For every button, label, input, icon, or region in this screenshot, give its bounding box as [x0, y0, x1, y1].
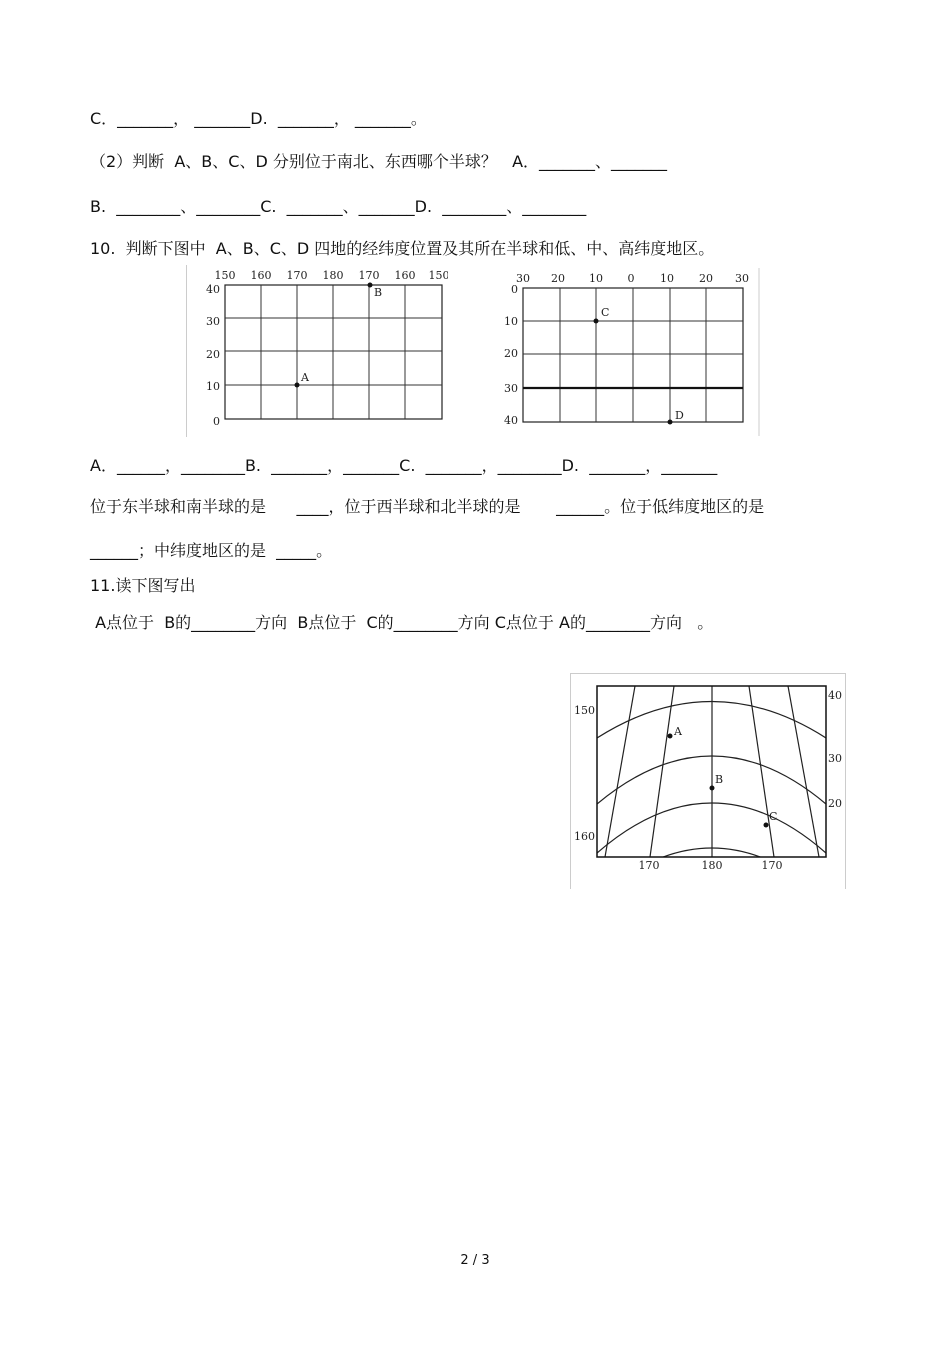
fig2-left-label: 0 — [511, 283, 518, 296]
fig1-top-label: 150 — [428, 269, 448, 282]
mid-latitude-question-text: ______；中纬度地区的是 _____。 — [90, 541, 333, 560]
fig1-left-label: 20 — [206, 348, 220, 361]
fig3-bottom-label: 170 — [761, 859, 783, 872]
hemisphere-question-text: 位于东半球和南半球的是 ____，位于西半球和北半球的是 ______。位于低纬度地区的是 — [90, 497, 765, 516]
fig1-left-label: 40 — [206, 283, 220, 296]
fig1-top-label: 150 — [214, 269, 236, 282]
direction-question-text: A点位于 B的________方向 B点位于 C的________方向 C点位于 A的________方向 。 — [90, 613, 714, 632]
grid-figure-1 — [186, 265, 448, 441]
fig2-left-label: 40 — [504, 414, 518, 427]
fig3-point-c-label: C — [769, 810, 778, 823]
fig2-point-d-label: D — [675, 409, 684, 422]
fig2-left-label: 30 — [504, 382, 518, 395]
fig1-point-a — [295, 383, 300, 388]
fig3-right-label: 30 — [828, 752, 842, 765]
question-11-title: 11.读下图写出 — [90, 576, 196, 595]
fig2-point-c-label: C — [601, 306, 610, 319]
fig1-top-label: 160 — [394, 269, 416, 282]
fig2-top-label: 0 — [627, 272, 635, 285]
curved-grid-figure — [570, 673, 846, 893]
fig1-top-label: 180 — [322, 269, 344, 282]
fig1-left-label: 0 — [213, 415, 220, 428]
fig3-point-a-label: A — [674, 725, 682, 738]
fig2-top-label: 20 — [551, 272, 565, 285]
fig3-right-label: 40 — [828, 689, 842, 702]
fig1-left-label: 10 — [206, 380, 220, 393]
fig3-point-a — [668, 734, 673, 739]
fig1-top-label: 170 — [286, 269, 308, 282]
grid-figure-2 — [498, 268, 760, 440]
fig2-point-d — [668, 420, 673, 425]
fig2-left-label: 20 — [504, 347, 518, 360]
question-2-text: （2）判断 A、B、C、D 分别位于南北、东西哪个半球？ A．_______、_______ — [90, 152, 668, 171]
fig3-bottom-label: 180 — [701, 859, 723, 872]
fig1-point-b-label: B — [374, 286, 383, 299]
fig3-right-label: 20 — [828, 797, 842, 810]
fig2-top-label: 30 — [735, 272, 749, 285]
page-number: 2 / 3 — [460, 1253, 490, 1268]
fig3-point-c — [764, 823, 769, 828]
fig2-top-label: 10 — [589, 272, 603, 285]
fig2-top-label: 10 — [660, 272, 674, 285]
fig1-top-label: 170 — [358, 269, 380, 282]
fig1-left-label: 30 — [206, 315, 220, 328]
fig3-left-label: 160 — [574, 830, 595, 843]
fig1-point-a-label: A — [301, 371, 309, 384]
text-line-c-d-blanks: C．_______， _______D. _______， _______。 — [90, 109, 427, 128]
fig2-point-c — [594, 319, 599, 324]
fig2-top-label: 20 — [699, 272, 713, 285]
fig2-left-label: 10 — [504, 315, 518, 328]
answer-line-a-b-c-d: A．______，________B. _______，_______C. _______，________D. _______，_______ — [90, 456, 718, 475]
fig3-left-label: 150 — [574, 704, 595, 717]
fig2-top-label: 30 — [516, 272, 530, 285]
fig1-top-label: 160 — [250, 269, 272, 282]
fig3-bottom-label: 170 — [638, 859, 660, 872]
text-line-b-c-d-hemispheres: B. ________、________C. _______、_______D. ________、________ — [90, 197, 587, 216]
fig3-point-b-label: B — [715, 773, 724, 786]
fig3-point-b — [710, 786, 715, 791]
fig1-point-b — [368, 283, 373, 288]
question-10-text: 10. 判断下图中 A、B、C、D 四地的经纬度位置及其所在半球和低、中、高纬度地区。 — [90, 239, 715, 258]
